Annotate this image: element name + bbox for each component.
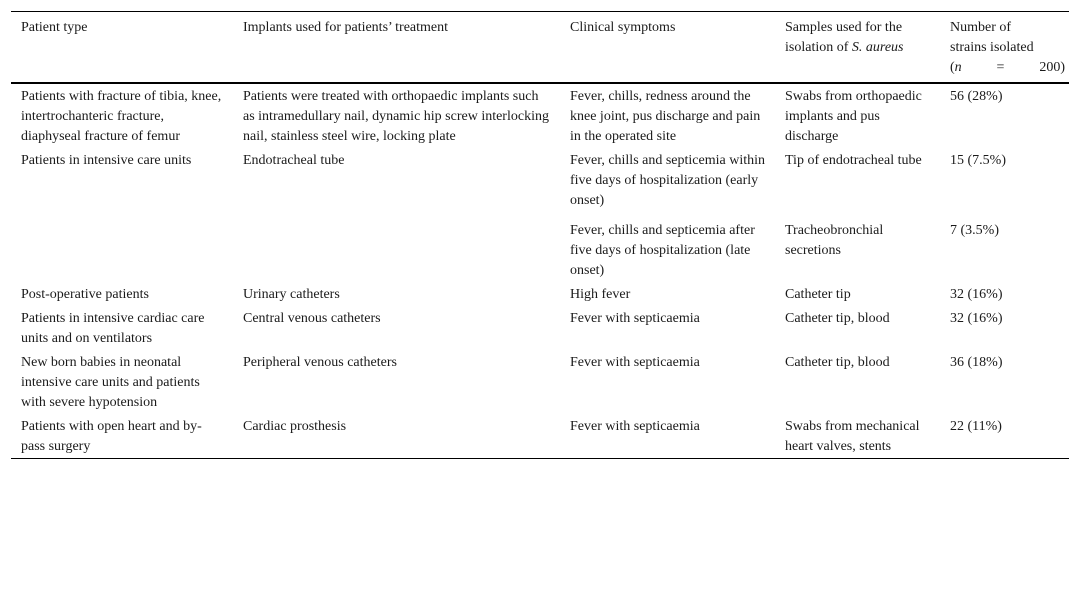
cell-implants: Urinary catheters: [243, 287, 340, 302]
cell-samples: Tracheobronchial secretions: [785, 223, 884, 258]
table-row: [11, 83, 1069, 148]
header-implants: Implants used for patients’ treatment: [233, 12, 560, 84]
header-strains-n-wrap: [950, 58, 962, 78]
cell-strains: 56 (28%): [950, 89, 1003, 104]
cell-implants: Peripheral venous catheters: [243, 355, 397, 370]
cell-patient-type: Post-operative patients: [21, 287, 149, 302]
header-strains-paren: (: [950, 60, 955, 75]
table-body: [11, 83, 1069, 459]
table-row: [11, 306, 1069, 350]
cell-samples: Catheter tip: [785, 287, 851, 302]
header-strains-line1: Number of: [950, 20, 1012, 35]
cell-implants: [233, 212, 560, 282]
header-symptoms: Clinical symptoms: [560, 12, 775, 84]
cell-strains: 32 (16%): [950, 287, 1003, 302]
cell-strains: 22 (11%): [950, 419, 1002, 434]
cell-samples: Tip of endotracheal tube: [785, 153, 922, 168]
header-samples-species: S. aureus: [851, 40, 904, 55]
header-strains-n: n: [954, 60, 962, 75]
cell-samples: Swabs from orthopaedic implants and pus discharge: [785, 89, 922, 144]
cell-strains: 36 (18%): [950, 355, 1003, 370]
table-header: [11, 12, 1069, 84]
header-strains-eq: =: [996, 60, 1005, 75]
table-row: [11, 414, 1069, 459]
header-row: [11, 12, 1069, 84]
cell-patient-type: Patients in intensive care units: [21, 153, 192, 168]
implant-infection-table-container: [11, 11, 1065, 459]
header-strains-line2: strains isolated: [950, 40, 1034, 55]
cell-symptoms: Fever with septicaemia: [570, 311, 700, 326]
implant-infection-table: [11, 11, 1069, 459]
cell-samples: Catheter tip, blood: [785, 311, 890, 326]
cell-symptoms: High fever: [570, 287, 631, 302]
cell-symptoms: Fever, chills and septicemia after five days of hospitalization (late onset): [570, 223, 755, 278]
cell-patient-type: Patients in intensive cardiac care units and on ventilators: [21, 311, 205, 346]
cell-symptoms: Fever, chills, redness around the knee joint, pus discharge and pain in the operated site: [570, 89, 761, 144]
cell-implants: Endotracheal tube: [243, 153, 345, 168]
cell-strains: 15 (7.5%): [950, 153, 1006, 168]
table-row: [11, 212, 1069, 282]
cell-implants: Central venous catheters: [243, 311, 381, 326]
cell-symptoms: Fever, chills and septicemia within five days of hospitalization (early onset): [570, 153, 766, 208]
cell-patient-type: [11, 212, 233, 282]
cell-implants: Cardiac prosthesis: [243, 419, 347, 434]
header-strains: [946, 12, 1069, 84]
header-strains-line3: [950, 58, 1065, 78]
cell-implants: Patients were treated with orthopaedic implants such as intramedullary nail, dynamic hip screw interlocking nail, stainless steel wire, locking plate: [243, 89, 549, 144]
cell-patient-type: Patients with open heart and by-pass surgery: [21, 419, 202, 454]
cell-strains: 32 (16%): [950, 311, 1003, 326]
table-row: [11, 282, 1069, 306]
cell-samples: Catheter tip, blood: [785, 355, 890, 370]
cell-patient-type: New born babies in neonatal intensive care units and patients with severe hypotension: [21, 355, 200, 410]
table-row: [11, 350, 1069, 414]
header-patient-type: Patient type: [11, 12, 233, 84]
cell-symptoms: Fever with septicaemia: [570, 419, 700, 434]
header-strains-total: 200): [1039, 60, 1065, 75]
header-samples-text: Samples used for the isolation of: [785, 20, 903, 55]
header-samples: [775, 12, 946, 84]
cell-patient-type: Patients with fracture of tibia, knee, intertrochanteric fracture, diaphyseal fracture of femur: [21, 89, 222, 144]
cell-samples: Swabs from mechanical heart valves, stents: [785, 419, 920, 454]
cell-symptoms: Fever with septicaemia: [570, 355, 700, 370]
cell-strains: 7 (3.5%): [950, 223, 999, 238]
table-row: [11, 148, 1069, 212]
